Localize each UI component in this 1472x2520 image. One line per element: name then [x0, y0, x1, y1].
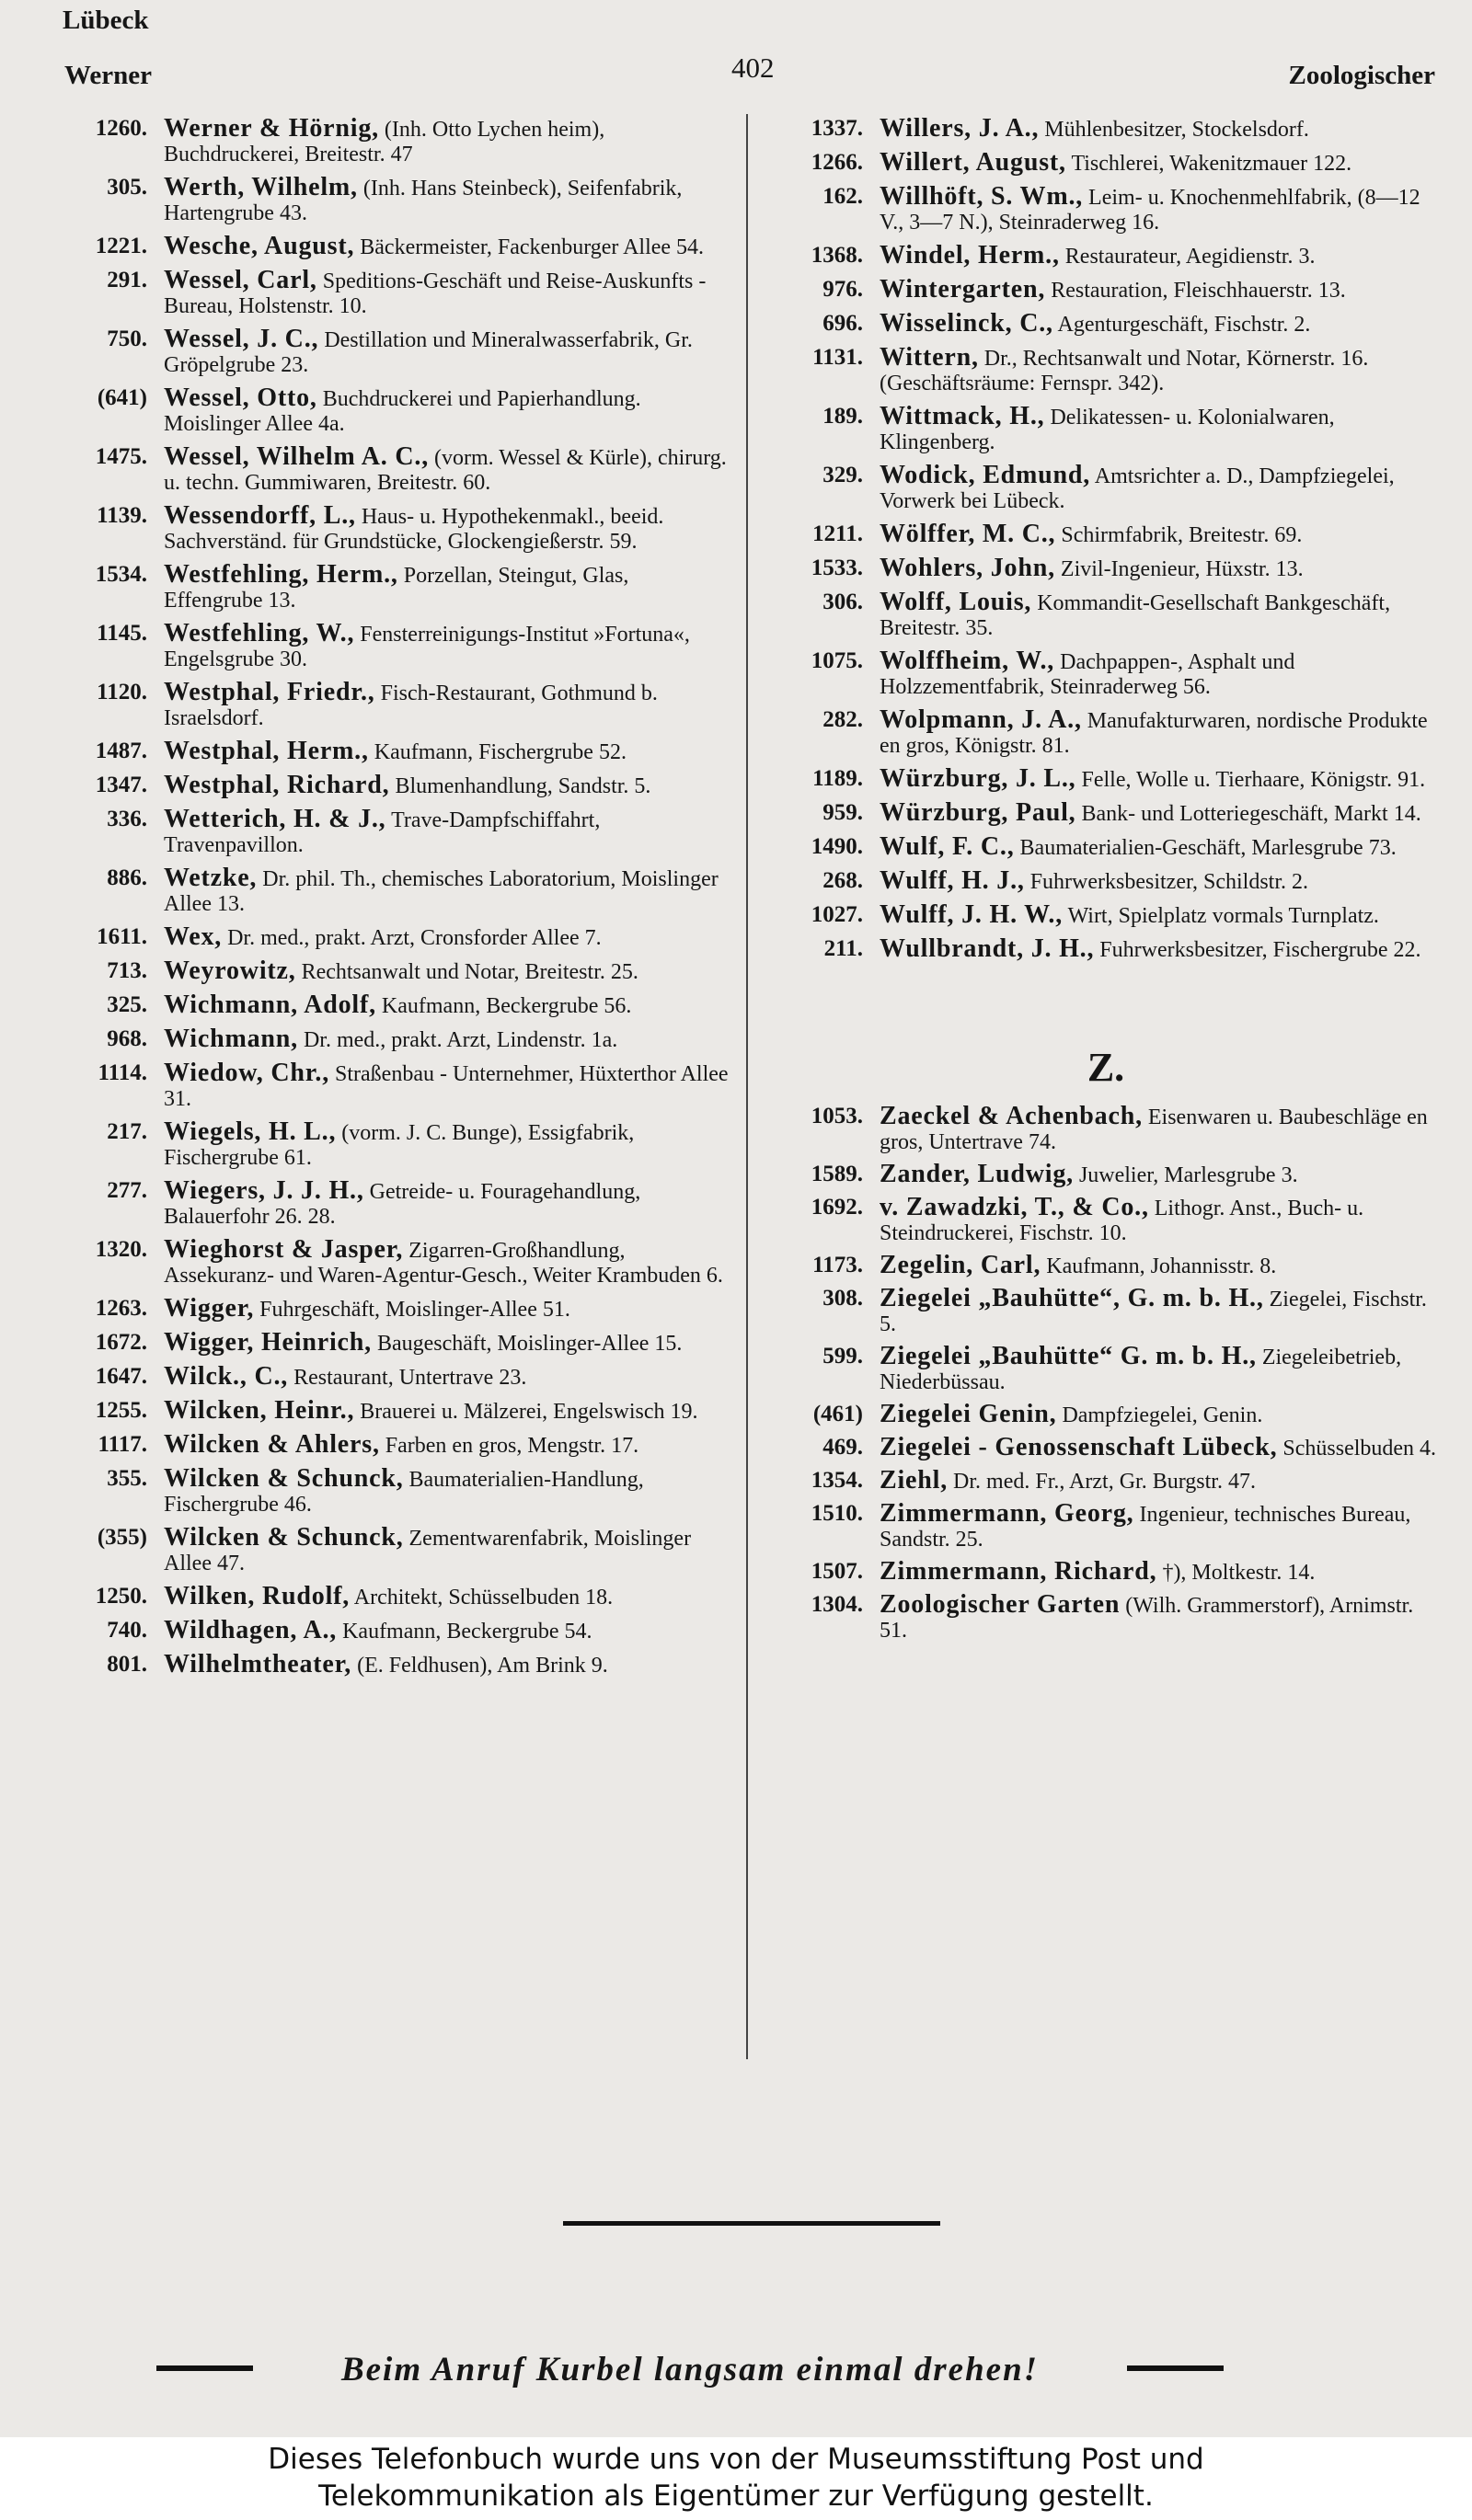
subscriber-name: Wetterich, H. & J., — [164, 805, 386, 833]
subscriber-details: Ziegeleibetrieb, Niederbüssau. — [880, 1346, 1402, 1394]
phone-number: 282. — [822, 707, 863, 732]
phone-number: 1145. — [97, 621, 147, 646]
directory-entry — [55, 680, 729, 731]
subscriber-name: Wiegers, J. J. H., — [164, 1176, 364, 1205]
subscriber-name: Wessel, J. C., — [164, 325, 319, 353]
directory-entry — [771, 463, 1441, 514]
phone-number: 291. — [107, 268, 147, 292]
subscriber-name: Werner & Hörnig, — [164, 114, 379, 143]
phone-number: 1534. — [95, 562, 147, 587]
phone-number: 696. — [822, 311, 863, 336]
subscriber-name: Wilcken & Schunck, — [164, 1464, 404, 1493]
phone-number: 1507. — [811, 1559, 863, 1584]
phone-number: 277. — [107, 1178, 147, 1203]
phone-number: 1347. — [95, 773, 147, 797]
section-heading-z: Z. — [1087, 1045, 1125, 1090]
directory-entry — [55, 773, 729, 799]
subscriber-details: Farben en gros, Mengstr. 17. — [385, 1434, 639, 1458]
subscriber-details: Baumaterialien-Handlung, Fischergrube 46. — [164, 1468, 644, 1517]
right-column-w-entries — [771, 116, 1441, 963]
directory-entry — [771, 648, 1441, 700]
subscriber-name: Willers, J. A., — [880, 114, 1040, 143]
directory-entry — [55, 1178, 729, 1230]
subscriber-name: Wigger, — [164, 1294, 255, 1323]
subscriber-name: Wessendorff, L., — [164, 501, 356, 530]
subscriber-details: Wirt, Spielplatz vormals Turnplatz. — [1067, 904, 1379, 928]
subscriber-name: Wilcken & Ahlers, — [164, 1430, 380, 1459]
directory-entry — [771, 404, 1441, 455]
subscriber-name: Wolpmann, J. A., — [880, 705, 1082, 734]
subscriber-details: Ziegelei, Fischstr. 5. — [880, 1288, 1427, 1336]
subscriber-details: Schüsselbuden 4. — [1282, 1437, 1437, 1460]
subscriber-details: Lithogr. Anst., Buch- u. Steindruckerei, Fischstr. 10. — [880, 1197, 1364, 1245]
subscriber-details: Manufakturwaren, nordische Produkte en gros, Königstr. 81. — [880, 709, 1428, 758]
phone-number: 1117. — [98, 1432, 147, 1457]
phone-number: 1487. — [95, 739, 147, 763]
directory-entry — [771, 521, 1441, 548]
directory-entry — [771, 150, 1441, 177]
directory-entry — [55, 562, 729, 613]
directory-entry — [55, 739, 729, 765]
subscriber-name: Zimmermann, Richard, — [880, 1557, 1157, 1586]
phone-number: 305. — [107, 175, 147, 200]
subscriber-name: Wölffer, M. C., — [880, 520, 1056, 548]
subscriber-details: Baugeschäft, Moislinger-Allee 15. — [376, 1332, 683, 1356]
left-column — [55, 116, 729, 1686]
subscriber-details: Schirmfabrik, Breitestr. 69. — [1061, 523, 1303, 547]
phone-number: 1533. — [811, 556, 863, 580]
phone-number: 1589. — [811, 1162, 863, 1186]
phone-number: 1139. — [97, 503, 147, 528]
subscriber-name: Willert, August, — [880, 148, 1066, 177]
subscriber-details: Fensterreinigungs-Institut »Fortuna«, Engelsgrube 30. — [164, 623, 690, 671]
phone-number: 1211. — [812, 521, 863, 546]
subscriber-name: Wilck., C., — [164, 1362, 289, 1391]
directory-entry — [771, 1468, 1441, 1495]
directory-entry — [771, 868, 1441, 895]
directory-entry — [55, 175, 729, 226]
subscriber-name: Wessel, Otto, — [164, 384, 317, 412]
subscriber-details: Fisch-Restaurant, Gothmund b. Israelsdorf. — [164, 682, 658, 730]
phone-number: 801. — [107, 1652, 147, 1677]
subscriber-name: Westfehling, W., — [164, 619, 355, 647]
phone-number: 1221. — [95, 234, 147, 258]
subscriber-details: Dachpappen-, Asphalt und Holzzementfabrik, Steinraderweg 56. — [880, 650, 1295, 699]
subscriber-details: †), Moltkestr. 14. — [1162, 1561, 1316, 1585]
directory-entry — [55, 992, 729, 1019]
phone-number: 750. — [107, 326, 147, 351]
phone-number: 1304. — [811, 1592, 863, 1617]
directory-entry — [771, 1435, 1441, 1461]
phone-number: 1260. — [95, 116, 147, 141]
phone-number: (641) — [97, 385, 147, 410]
subscriber-details: Buchdruckerei und Papierhandlung. Moislinger Allee 4a. — [164, 387, 641, 436]
directory-entry — [771, 800, 1441, 827]
subscriber-name: Wiedow, Chr., — [164, 1059, 329, 1087]
directory-entry — [55, 621, 729, 672]
directory-entry — [55, 1237, 729, 1289]
subscriber-name: Wullbrandt, J. H., — [880, 934, 1095, 963]
phone-number: 968. — [107, 1026, 147, 1051]
directory-entry — [771, 1344, 1441, 1395]
directory-entry — [771, 1402, 1441, 1428]
directory-entry — [771, 834, 1441, 861]
running-head-city: Lübeck — [63, 6, 149, 35]
phone-number: 1692. — [811, 1195, 863, 1220]
subscriber-name: Wetzke, — [164, 864, 258, 892]
subscriber-name: Zegelin, Carl, — [880, 1251, 1041, 1279]
subscriber-details: Restauration, Fleischhauerstr. 13. — [1051, 279, 1346, 303]
subscriber-details: Bäckermeister, Fackenburger Allee 54. — [360, 235, 705, 259]
phone-number: 1611. — [97, 924, 147, 949]
subscriber-details: Destillation und Mineralwasserfabrik, Gr. Gröpelgrube 23. — [164, 328, 693, 377]
directory-entry — [771, 1559, 1441, 1586]
subscriber-details: Felle, Wolle u. Tierhaare, Königstr. 91. — [1081, 768, 1426, 792]
subscriber-details: Kaufmann, Beckergrube 54. — [342, 1620, 592, 1644]
subscriber-details: (Inh. Hans Steinbeck), Seifenfabrik, Hartengrube 43. — [164, 177, 683, 225]
phone-number: 1255. — [95, 1398, 147, 1423]
subscriber-details: Juwelier, Marlesgrube 3. — [1078, 1163, 1298, 1187]
directory-entry — [55, 924, 729, 951]
directory-entry — [55, 1060, 729, 1112]
directory-entry — [771, 243, 1441, 269]
directory-entry — [55, 1652, 729, 1678]
directory-entry — [55, 1296, 729, 1323]
phone-number: 162. — [822, 184, 863, 209]
phone-number: 976. — [822, 277, 863, 302]
subscriber-name: Westphal, Friedr., — [164, 678, 375, 706]
subscriber-name: Windel, Herm., — [880, 241, 1060, 269]
phone-number: 1368. — [811, 243, 863, 268]
subscriber-name: Wittern, — [880, 343, 979, 372]
subscriber-details: Blumenhandlung, Sandstr. 5. — [395, 774, 651, 798]
subscriber-details: Architekt, Schüsselbuden 18. — [353, 1586, 614, 1609]
subscriber-name: Westfehling, Herm., — [164, 560, 398, 589]
directory-entry — [55, 234, 729, 260]
running-head-first-entry: Werner — [64, 61, 153, 90]
directory-entry — [771, 707, 1441, 759]
subscriber-name: Wodick, Edmund, — [880, 461, 1091, 489]
directory-entry — [771, 1501, 1441, 1552]
phone-number: 886. — [107, 865, 147, 890]
subscriber-details: Porzellan, Steingut, Glas, Effengrube 13. — [164, 564, 629, 613]
subscriber-name: Ziegelei - Genossenschaft Lübeck, — [880, 1433, 1278, 1461]
right-column-z-entries — [771, 1104, 1441, 1644]
directory-entry — [771, 277, 1441, 304]
column-divider — [746, 114, 748, 2059]
subscriber-name: Westphal, Herm., — [164, 737, 369, 765]
subscriber-details: Mühlenbesitzer, Stockelsdorf. — [1044, 118, 1309, 142]
subscriber-name: Wulff, J. H. W., — [880, 900, 1063, 929]
phone-number: (355) — [97, 1525, 147, 1550]
credit-line-1: Dieses Telefonbuch wurde uns von der Museumsstiftung Post und — [268, 2443, 1204, 2476]
footer-notice — [156, 2350, 1224, 2388]
directory-entry — [771, 345, 1441, 396]
phone-number: 1075. — [811, 648, 863, 673]
subscriber-name: Westphal, Richard, — [164, 771, 390, 799]
subscriber-details: Dr. med. Fr., Arzt, Gr. Burgstr. 47. — [953, 1470, 1256, 1494]
credit-line-2: Telekommunikation als Eigentümer zur Verfügung gestellt. — [318, 2480, 1154, 2513]
phone-number: 355. — [107, 1466, 147, 1491]
directory-entry — [55, 1525, 729, 1576]
phone-number: 1189. — [812, 766, 863, 791]
phone-number: 189. — [822, 404, 863, 429]
phone-number: 713. — [107, 958, 147, 983]
directory-entry — [55, 1026, 729, 1053]
directory-entry — [55, 503, 729, 555]
subscriber-details: Haus- u. Hypothekenmakl., beeid. Sachverständ. für Grundstücke, Glockengießerstr. 59. — [164, 505, 664, 554]
directory-entry — [55, 444, 729, 496]
subscriber-details: Zigarren-Großhandlung, Assekuranz- und Waren-Agentur-Gesch., Weiter Krambuden 6. — [164, 1239, 723, 1288]
phone-number: 740. — [107, 1618, 147, 1643]
subscriber-details: Trave-Dampfschiffahrt, Travenpavillon. — [164, 808, 601, 857]
subscriber-name: Ziegelei „Bauhütte“, G. m. b. H., — [880, 1284, 1264, 1312]
directory-entry — [55, 326, 729, 378]
phone-number: 329. — [822, 463, 863, 487]
subscriber-name: Wisselinck, C., — [880, 309, 1053, 338]
subscriber-name: v. Zawadzki, T., & Co., — [880, 1193, 1149, 1221]
subscriber-details: Straßenbau - Unternehmer, Hüxterthor Allee 31. — [164, 1062, 729, 1111]
directory-entry — [55, 807, 729, 858]
subscriber-details: Zementwarenfabrik, Moislinger Allee 47. — [164, 1527, 692, 1575]
subscriber-name: Zander, Ludwig, — [880, 1160, 1074, 1188]
page-number: 402 — [731, 52, 775, 84]
subscriber-name: Wulf, F. C., — [880, 832, 1015, 861]
subscriber-name: Wolff, Louis, — [880, 588, 1032, 616]
directory-entry — [771, 1195, 1441, 1246]
subscriber-name: Wolffheim, W., — [880, 647, 1055, 675]
subscriber-details: Dampfziegelei, Genin. — [1062, 1403, 1263, 1427]
directory-entry — [55, 385, 729, 437]
phone-number: 268. — [822, 868, 863, 893]
subscriber-name: Würzburg, J. L., — [880, 764, 1076, 793]
phone-number: 1263. — [95, 1296, 147, 1321]
phone-number: 306. — [822, 590, 863, 614]
phone-number: 1475. — [95, 444, 147, 469]
directory-entry — [771, 936, 1441, 963]
directory-entry — [771, 1104, 1441, 1155]
subscriber-details: Dr. med., prakt. Arzt, Lindenstr. 1a. — [303, 1028, 618, 1052]
footer-dash-right — [1127, 2365, 1224, 2371]
subscriber-name: Ziehl, — [880, 1466, 949, 1495]
subscriber-details: Dr. med., prakt. Arzt, Cronsforder Allee 7. — [227, 926, 602, 950]
subscriber-details: Ingenieur, technisches Bureau, Sandstr. 25. — [880, 1503, 1411, 1552]
phone-number: 211. — [823, 936, 863, 961]
credit-caption — [0, 2437, 1472, 2520]
subscriber-name: Wiegels, H. L., — [164, 1117, 337, 1146]
subscriber-details: (vorm. Wessel & Kürle), chirurg. u. techn. Gummiwaren, Breitestr. 60. — [164, 446, 727, 495]
subscriber-name: Wohlers, John, — [880, 554, 1055, 582]
phone-number: 1647. — [95, 1364, 147, 1389]
subscriber-name: Wilcken, Heinr., — [164, 1396, 355, 1425]
subscriber-name: Wigger, Heinrich, — [164, 1328, 372, 1357]
phone-number: 1510. — [811, 1501, 863, 1526]
subscriber-details: Baumaterialien-Geschäft, Marlesgrube 73. — [1019, 836, 1397, 860]
directory-entry — [771, 766, 1441, 793]
directory-entry — [55, 1618, 729, 1644]
subscriber-name: Zaeckel & Achenbach, — [880, 1102, 1143, 1130]
subscriber-name: Willhöft, S. Wm., — [880, 182, 1084, 211]
subscriber-details: Delikatessen- u. Kolonialwaren, Klingenberg. — [880, 406, 1335, 454]
subscriber-details: Tischlerei, Wakenitzmauer 122. — [1071, 152, 1352, 176]
directory-entry — [55, 268, 729, 319]
phone-number: 308. — [822, 1286, 863, 1311]
subscriber-details: (vorm. J. C. Bunge), Essigfabrik, Fischergrube 61. — [164, 1121, 635, 1170]
subscriber-name: Zimmermann, Georg, — [880, 1499, 1134, 1528]
subscriber-details: Fuhrwerksbesitzer, Fischergrube 22. — [1099, 938, 1421, 962]
directory-entry — [771, 311, 1441, 338]
subscriber-details: (Inh. Otto Lychen heim), Buchdruckerei, Breitestr. 47 — [164, 118, 605, 166]
subscriber-name: Ziegelei Genin, — [880, 1400, 1057, 1428]
directory-entry — [55, 1584, 729, 1610]
subscriber-details: (Wilh. Grammerstorf), Arnimstr. 51. — [880, 1594, 1414, 1643]
phone-number: 599. — [822, 1344, 863, 1369]
phone-number: 1354. — [811, 1468, 863, 1493]
subscriber-name: Wildhagen, A., — [164, 1616, 338, 1644]
subscriber-details: Restaurant, Untertrave 23. — [293, 1366, 527, 1390]
subscriber-details: Dr. phil. Th., chemisches Laboratorium, Moislinger Allee 13. — [164, 867, 719, 916]
subscriber-name: Wittmack, H., — [880, 402, 1045, 430]
phone-number: 1120. — [97, 680, 147, 704]
footer-dash-left — [156, 2365, 253, 2371]
phone-number: 469. — [822, 1435, 863, 1460]
directory-entry — [771, 184, 1441, 235]
subscriber-details: Zivil-Ingenieur, Hüxstr. 13. — [1060, 557, 1304, 581]
phone-number: 1320. — [95, 1237, 147, 1262]
subscriber-details: Leim- u. Knochenmehlfabrik, (8—12 V., 3—7 N.), Steinraderweg 16. — [880, 186, 1420, 235]
subscriber-details: Amtsrichter a. D., Dampfziegelei, Vorwerk bei Lübeck. — [880, 464, 1395, 513]
directory-entry — [55, 1119, 729, 1171]
phone-number: 217. — [107, 1119, 147, 1144]
directory-entry — [55, 116, 729, 167]
subscriber-details: Eisenwaren u. Baubeschläge en gros, Untertrave 74. — [880, 1105, 1428, 1154]
subscriber-details: (E. Feldhusen), Am Brink 9. — [357, 1654, 608, 1678]
directory-entry — [771, 1286, 1441, 1337]
directory-entry — [55, 1330, 729, 1357]
directory-entry — [771, 1253, 1441, 1279]
subscriber-name: Wieghorst & Jasper, — [164, 1235, 404, 1264]
end-rule — [563, 2221, 940, 2226]
subscriber-name: Wilcken & Schunck, — [164, 1523, 404, 1552]
phone-number: 1053. — [811, 1104, 863, 1128]
subscriber-details: Restaurateur, Aegidienstr. 3. — [1064, 245, 1316, 269]
subscriber-name: Werth, Wilhelm, — [164, 173, 358, 201]
right-column — [771, 116, 1441, 1650]
phone-number: (461) — [812, 1402, 863, 1426]
directory-entry — [771, 116, 1441, 143]
footer-notice-text: Beim Anruf Kurbel langsam einmal drehen! — [340, 2351, 1040, 2388]
subscriber-details: Getreide- u. Fouragehandlung, Balauerfohr 26. 28. — [164, 1180, 641, 1229]
subscriber-details: Kaufmann, Johannisstr. 8. — [1046, 1254, 1277, 1278]
subscriber-name: Wessel, Carl, — [164, 266, 317, 294]
subscriber-name: Wesche, August, — [164, 232, 355, 260]
subscriber-details: Rechtsanwalt und Notar, Breitestr. 25. — [301, 960, 638, 984]
subscriber-name: Wichmann, Adolf, — [164, 991, 376, 1019]
subscriber-details: Kaufmann, Beckergrube 56. — [381, 994, 632, 1018]
phone-number: 1114. — [98, 1060, 147, 1085]
directory-entry — [55, 1398, 729, 1425]
directory-entry — [771, 1592, 1441, 1644]
phone-number: 1266. — [811, 150, 863, 175]
subscriber-details: Fuhrgeschäft, Moislinger-Allee 51. — [259, 1298, 570, 1322]
subscriber-details: Speditions-Geschäft und Reise-Auskunfts - Bureau, Holstenstr. 10. — [164, 269, 707, 318]
phone-number: 336. — [107, 807, 147, 831]
directory-entry — [55, 1364, 729, 1391]
directory-entry — [55, 958, 729, 985]
subscriber-name: Weyrowitz, — [164, 956, 296, 985]
subscriber-name: Wulff, H. J., — [880, 866, 1025, 895]
subscriber-name: Ziegelei „Bauhütte“ G. m. b. H., — [880, 1342, 1257, 1370]
subscriber-details: Agenturgeschäft, Fischstr. 2. — [1057, 313, 1311, 337]
directory-entry — [55, 1466, 729, 1518]
subscriber-name: Wessel, Wilhelm A. C., — [164, 442, 430, 471]
subscriber-name: Zoologischer Garten — [880, 1590, 1121, 1619]
phone-number: 959. — [822, 800, 863, 825]
subscriber-details: Brauerei u. Mälzerei, Engelswisch 19. — [360, 1400, 698, 1424]
phone-number: 1490. — [811, 834, 863, 859]
subscriber-name: Wintergarten, — [880, 275, 1046, 304]
subscriber-details: Kaufmann, Fischergrube 52. — [374, 740, 627, 764]
directory-entry — [771, 1162, 1441, 1188]
directory-entry — [771, 556, 1441, 582]
subscriber-details: Dr., Rechtsanwalt und Notar, Körnerstr. 16. (Geschäftsräume: Fernspr. 342). — [880, 347, 1369, 395]
directory-entry — [55, 1432, 729, 1459]
subscriber-details: Fuhrwerksbesitzer, Schildstr. 2. — [1029, 870, 1309, 894]
subscriber-name: Wilhelmtheater, — [164, 1650, 352, 1678]
directory-entry — [771, 590, 1441, 641]
phone-number: 1337. — [811, 116, 863, 141]
phone-number: 1131. — [812, 345, 863, 370]
directory-entry — [55, 865, 729, 917]
phone-number: 1027. — [811, 902, 863, 927]
phone-number: 325. — [107, 992, 147, 1017]
running-head-last-entry: Zoologischer — [1288, 61, 1435, 90]
subscriber-name: Wilken, Rudolf, — [164, 1582, 351, 1610]
subscriber-name: Würzburg, Paul, — [880, 798, 1076, 827]
directory-entry — [771, 902, 1441, 929]
subscriber-details: Bank- und Lotteriegeschäft, Markt 14. — [1081, 802, 1421, 826]
phone-number: 1672. — [95, 1330, 147, 1355]
phone-number: 1250. — [95, 1584, 147, 1609]
phone-number: 1173. — [812, 1253, 863, 1277]
subscriber-name: Wex, — [164, 922, 223, 951]
subscriber-details: Kommandit-Gesellschaft Bankgeschäft, Breitestr. 35. — [880, 591, 1391, 640]
subscriber-name: Wichmann, — [164, 1025, 298, 1053]
